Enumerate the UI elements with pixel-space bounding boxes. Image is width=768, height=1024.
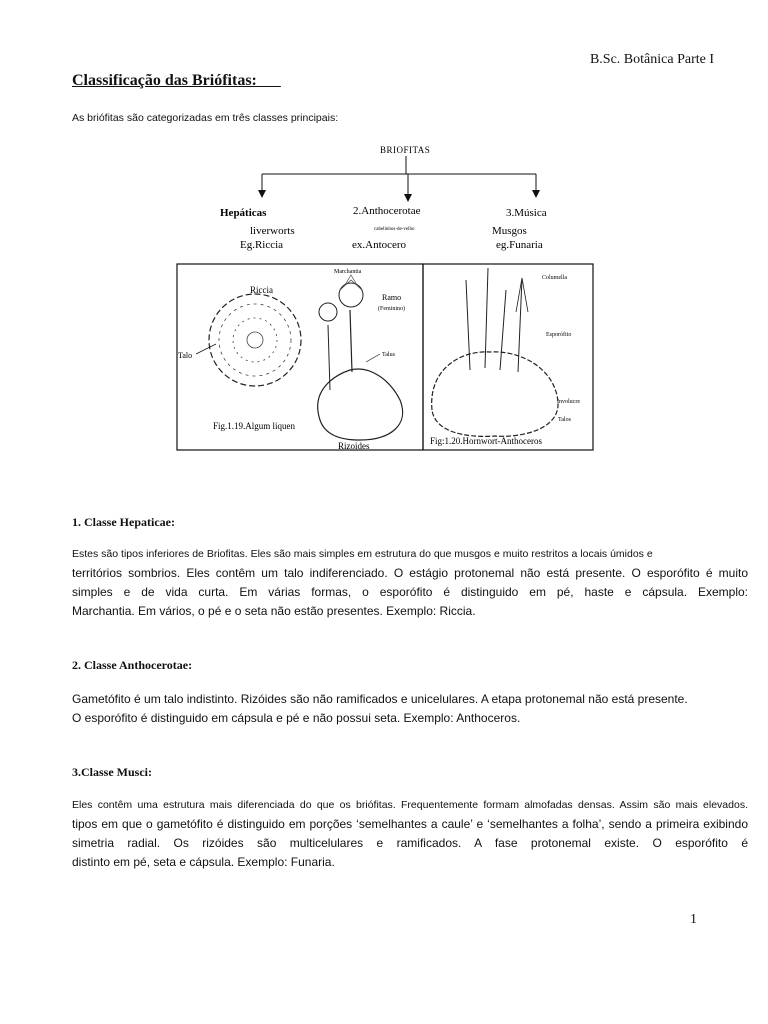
course-header: B.Sc. Botânica Parte I [589,52,714,67]
label-talos: Talos [558,417,571,423]
section-body-musci [72,796,748,872]
branch3-common: Musgos [492,225,527,237]
section-body-hepaticae [72,545,748,621]
branch1-name: Hepáticas [220,207,267,219]
paragraph-line: simetria radial. Os rizóides são multicelulares e ramificados. A fase protonemal existe. O esporófito é [72,836,748,850]
paragraph-line: Eles contêm uma estrutura mais diferenciada do que os briófitas. Frequentemente formam almofadas densas. Assim são mais elevados. [72,799,748,811]
paragraph-line: territórios sombrios. Eles contêm um talo indiferenciado. O estágio protonemal não está presente. O esporófito é muito [72,566,748,580]
label-columella: Columella [542,275,567,281]
intro-text: As briófitas são categorizadas em três classes principais: [72,112,339,124]
paragraph-line: Gametófito é um talo indistinto. Rizóides são não ramificados e unicelulares. A etapa protonemal não está presente. [72,692,688,706]
paragraph-line: simples e de vida curta. Em várias formas, o esporófito é distinguido em pé, haste e cápsula. Exemplo: [72,585,748,599]
section-body-anthocerotae [72,690,748,728]
label-involucre: Involucre [557,399,580,405]
figure-left-caption: Fig.1.19.Algum líquen [213,421,296,431]
paragraph-line: distinto em pé, seta e cápsula. Exemplo: Funaria. [72,855,335,869]
arrow-left-icon [258,190,266,198]
diagram-root-label: BRIOFITAS [380,145,431,155]
section-heading-hepaticae: 1. Classe Hepaticae: [72,515,175,529]
label-talo: Talo [178,351,193,360]
paragraph-line: tipos em que o gametófito é distinguido em porções ‘semelhantes a caule’ e ‘semelhantes a folha’, sendo a primeira exibindo [72,817,748,831]
section-heading-anthocerotae: 2. Classe Anthocerotae: [72,658,193,672]
paragraph-line: Marchantia. Em vários, o pé e o seta não estão presentes. Exemplo: Riccia. [72,604,476,618]
page-number: 1 [690,912,697,927]
arrow-mid-icon [404,194,412,202]
pointer-talus [366,354,380,362]
section-heading-musci: 3.Classe Musci: [72,765,152,779]
bryophyte-diagram [170,140,600,454]
paragraph-line: O esporófito é distinguido em cápsula e pé e não possui seta. Exemplo: Anthoceros. [72,711,521,725]
label-esporofito: Esporófito [546,332,572,338]
paragraph-line: Estes são tipos inferiores de Briofitas. Eles são mais simples em estrutura do que musgos e muito restritos a locais úmidos e [72,548,653,560]
branch1-example: Eg.Riccia [240,239,284,251]
branch2-note: cabelinhos-de-velho [374,227,415,232]
label-talus: Talus [382,352,395,358]
branch2-name: 2.Anthocerotae [353,205,421,217]
figure-right-caption: Fig:1.20.Hornwort-Anthoceros [430,436,542,446]
page-title: Classificação das Briófitas: [72,72,281,89]
branch1-common: liverworts [250,225,295,237]
branch2-common: ex.Antocero [352,239,407,251]
anthoceros-illustration [432,268,558,436]
branch3-name: 3.Música [506,207,547,219]
arrow-right-icon [532,190,540,198]
label-ramo: Ramo [382,293,402,302]
label-feminino: (Feminino) [378,306,405,312]
branch3-example: eg.Funaria [496,239,543,251]
label-rizoides: Rizoides [338,441,370,451]
pointer-talo [196,344,216,354]
label-riccia: Riccia [250,285,273,295]
label-marchantia: Marchantia [334,269,362,275]
riccia-thallus-illustration [209,294,301,386]
